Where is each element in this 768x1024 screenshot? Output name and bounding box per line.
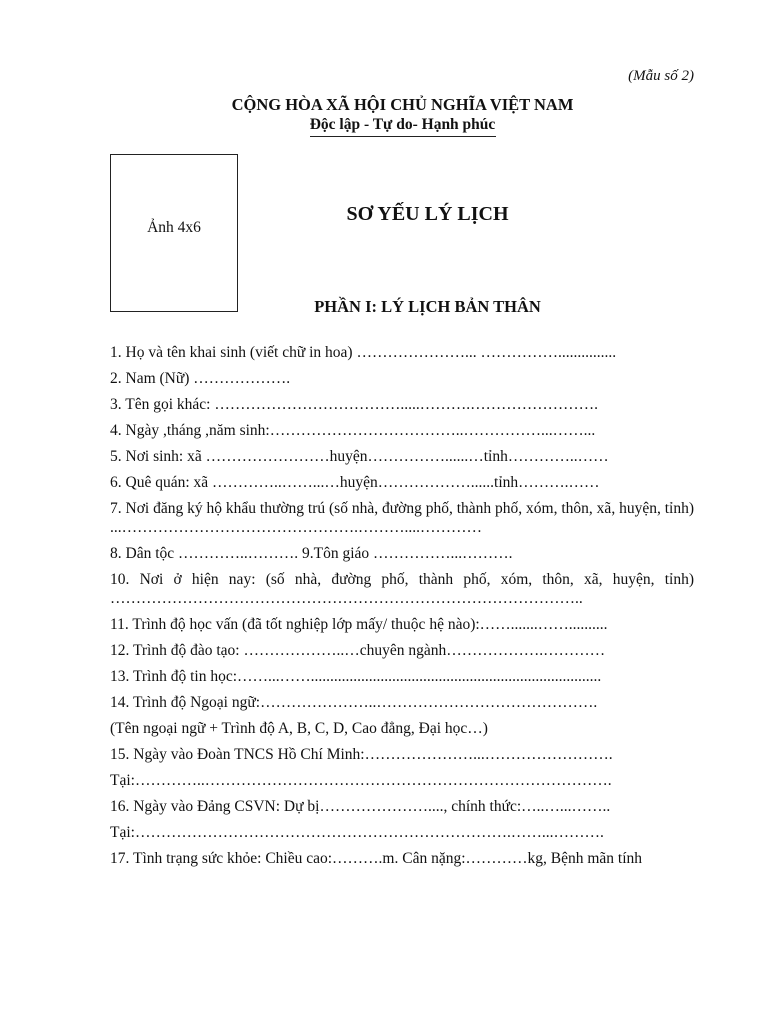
personal-info-fields xyxy=(110,343,694,868)
field-other-name: 3. Tên gọi khác: ……………………………….....……….……………………. xyxy=(110,396,598,413)
field-gender: 2. Nam (Nữ) ………………. xyxy=(110,370,291,387)
field-youth-union-place: Tại:…………..……………………………………………………………………. xyxy=(110,772,612,789)
photo-box-label: Ảnh 4x6 xyxy=(147,219,201,236)
field-foreign-language-note: (Tên ngoại ngữ + Trình độ A, B, C, D, Cao đẳng, Đại học…) xyxy=(110,720,488,737)
motto-underline xyxy=(310,136,496,137)
field-date-of-birth: 4. Ngày ,tháng ,năm sinh:………………………………..……………...……... xyxy=(110,422,596,439)
field-it-level: 13. Trình độ tin học:……...……........................................................................... xyxy=(110,668,602,685)
field-party-date: 16. Ngày vào Đảng CSVN: Dự bị…………………...., chính thức:…..…...…….. xyxy=(110,798,611,815)
form-title: SƠ YẾU LÝ LỊCH xyxy=(346,203,509,225)
field-foreign-language: 14. Trình độ Ngoại ngữ:…………………..……………………………………. xyxy=(110,694,598,711)
field-place-of-birth: 5. Nơi sinh: xã ……………………huyện……………......…tỉnh…………..…… xyxy=(110,448,609,465)
field-current-address: 10. Nơi ở hiện nay: (số nhà, đường phố, thành phố, xóm, thôn, xã, huyện, tỉnh) ……………………………………………………………………………….. xyxy=(110,571,694,607)
field-ethnicity-religion: 8. Dân tộc …………..………. 9.Tôn giáo ……………...………. xyxy=(110,545,513,562)
field-permanent-residence: 7. Nơi đăng ký hộ khẩu thường trú (số nhà, đường phố, thành phố, xóm, thôn, xã, huyện, tỉnh) ...……………………………………….………....………… xyxy=(110,500,694,536)
part-title: PHẦN I: LÝ LỊCH BẢN THÂN xyxy=(314,297,541,316)
field-education-level: 11. Trình độ học vấn (đã tốt nghiệp lớp mấy/ thuộc hệ nào):…….......…….......... xyxy=(110,616,608,633)
form-number: (Mẫu số 2) xyxy=(628,68,694,84)
field-hometown: 6. Quê quán: xã …………..……...…huyện………………......tỉnh……….…… xyxy=(110,474,600,491)
national-title: CỘNG HÒA XÃ HỘI CHỦ NGHĨA VIỆT NAM xyxy=(231,95,574,114)
field-full-name: 1. Họ và tên khai sinh (viết chữ in hoa) …………………... ……………............... xyxy=(110,344,617,361)
field-youth-union-date: 15. Ngày vào Đoàn TNCS Hồ Chí Minh:…………………...……………………. xyxy=(110,746,613,763)
photo-box xyxy=(110,154,238,312)
motto: Độc lập - Tự do- Hạnh phúc xyxy=(309,116,496,133)
field-training-level: 12. Trình độ đào tạo: ………………..…chuyên ngành……………….………… xyxy=(110,642,606,659)
field-party-place: Tại:……………………………………………………………….……...………. xyxy=(110,824,604,841)
field-health-status: 17. Tình trạng sức khỏe: Chiều cao:……….m. Cân nặng:…………kg, Bệnh mãn tính xyxy=(110,850,643,867)
